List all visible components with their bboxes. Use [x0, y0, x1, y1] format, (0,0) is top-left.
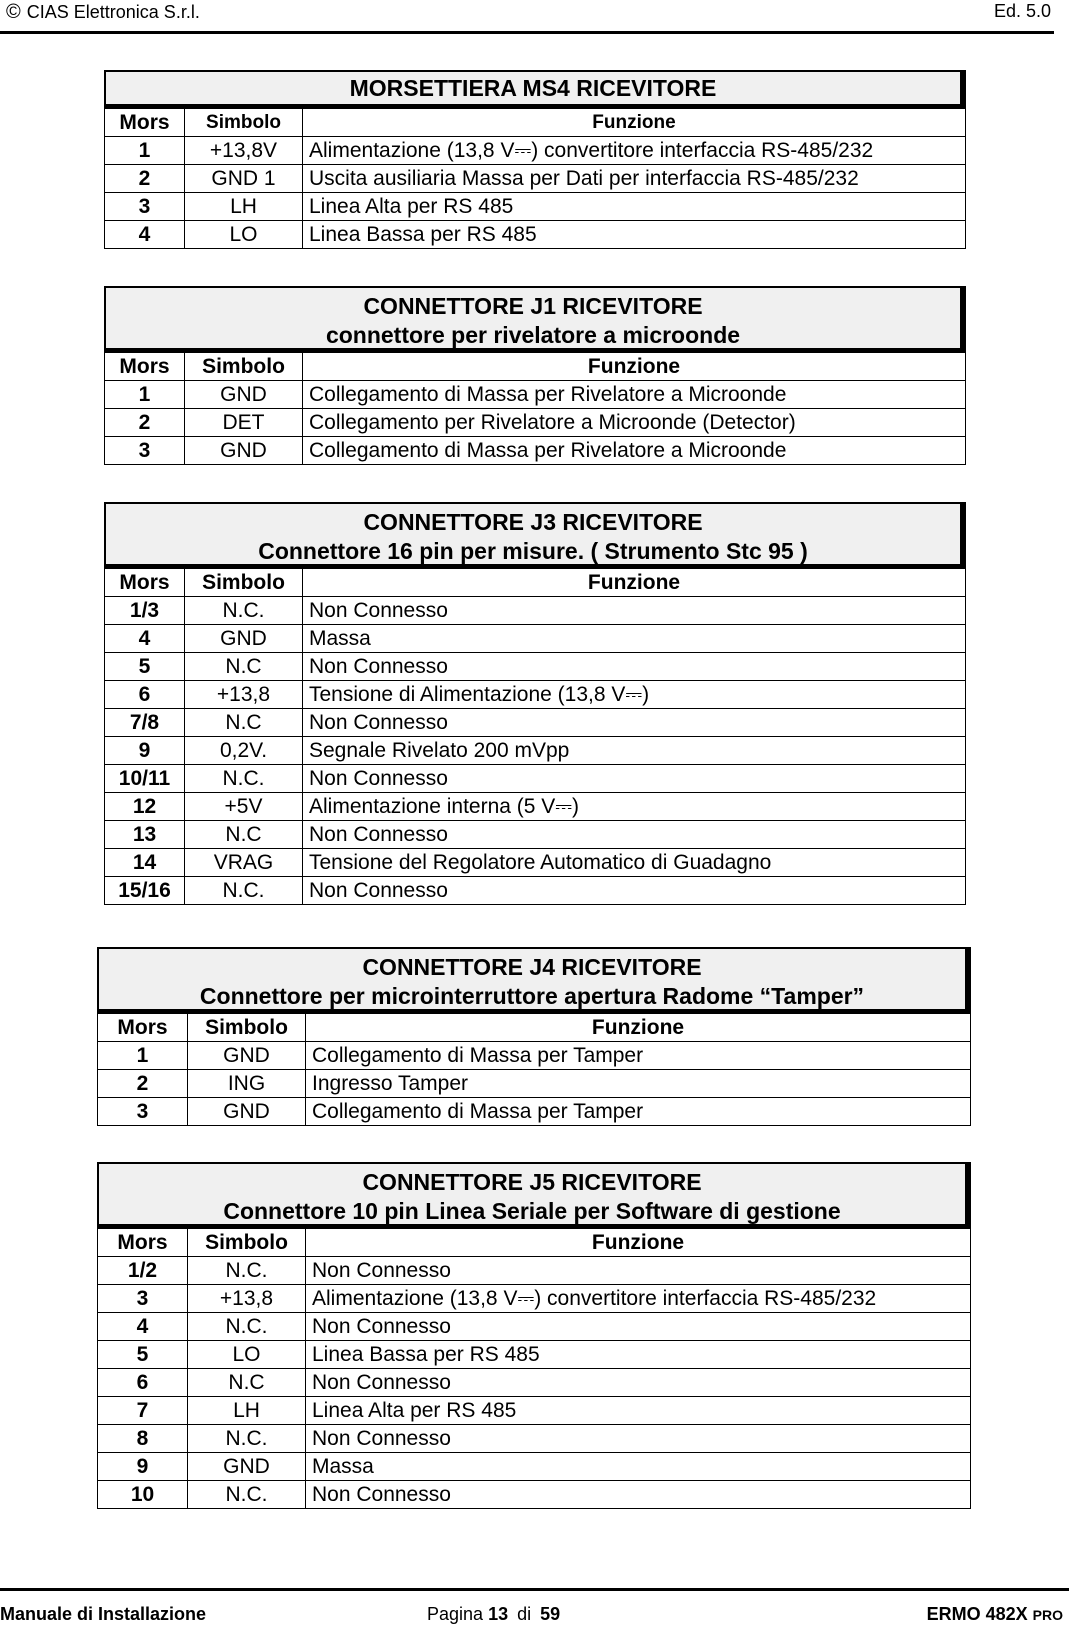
pin-table — [104, 568, 966, 905]
product-model: ERMO 482X — [926, 1604, 1028, 1624]
table-row — [98, 1070, 971, 1098]
page-footer — [0, 1604, 1069, 1624]
page-current: 13 — [488, 1604, 509, 1624]
table-row — [105, 765, 966, 793]
table-row — [98, 1098, 971, 1126]
function-cell: Segnale Rivelato 200 mVpp — [303, 737, 966, 765]
pin-number-cell: 1/3 — [105, 597, 185, 625]
table-row — [105, 409, 966, 437]
function-cell: Non Connesso — [303, 597, 966, 625]
col-header-simbolo: Simbolo — [188, 1014, 306, 1042]
table-title — [104, 286, 966, 352]
page-sep: di — [517, 1604, 532, 1624]
table-row — [98, 1397, 971, 1425]
product-name — [927, 1604, 1063, 1625]
symbol-cell: +13,8 — [188, 1285, 306, 1313]
pin-table — [97, 1013, 971, 1126]
symbol-cell: LH — [188, 1397, 306, 1425]
symbol-cell: N.C — [185, 653, 303, 681]
col-header-simbolo: Simbolo — [188, 1229, 306, 1257]
manual-title: Manuale di Installazione — [0, 1604, 207, 1624]
symbol-cell: N.C. — [188, 1425, 306, 1453]
page-header — [0, 0, 1069, 24]
table-j4 — [97, 947, 971, 1126]
table-header-row — [105, 353, 966, 381]
symbol-cell: VRAG — [185, 849, 303, 877]
symbol-cell: GND — [188, 1098, 306, 1126]
pin-number-cell: 9 — [98, 1453, 188, 1481]
company-name: CIAS Elettronica S.r.l. — [26, 2, 200, 22]
symbol-cell: N.C. — [188, 1313, 306, 1341]
col-header-simbolo: Simbolo — [185, 569, 303, 597]
function-cell: Linea Bassa per RS 485 — [303, 221, 966, 249]
table-row — [105, 793, 966, 821]
table-ms4 — [104, 70, 966, 249]
table-j1 — [104, 286, 966, 465]
symbol-cell: 0,2V. — [185, 737, 303, 765]
pin-table — [97, 1228, 971, 1509]
table-row — [105, 381, 966, 409]
table-row — [98, 1425, 971, 1453]
table-row — [105, 653, 966, 681]
function-cell: Collegamento di Massa per Rivelatore a Microonde — [303, 437, 966, 465]
function-cell: Uscita ausiliaria Massa per Dati per interfaccia RS-485/232 — [303, 165, 966, 193]
symbol-cell: N.C. — [185, 597, 303, 625]
function-cell: Non Connesso — [303, 765, 966, 793]
pin-number-cell: 6 — [105, 681, 185, 709]
symbol-cell: N.C. — [188, 1481, 306, 1509]
pin-number-cell: 15/16 — [105, 877, 185, 905]
pin-number-cell: 2 — [98, 1070, 188, 1098]
function-cell: Linea Alta per RS 485 — [303, 193, 966, 221]
col-header-mors: Mors — [98, 1014, 188, 1042]
table-row — [105, 821, 966, 849]
table-title-line1: MORSETTIERA MS4 RICEVITORE — [349, 75, 717, 101]
col-header-funzione: Funzione — [303, 109, 966, 137]
footer-divider — [0, 1588, 1069, 1591]
table-row — [98, 1341, 971, 1369]
pin-number-cell: 9 — [105, 737, 185, 765]
function-cell: Alimentazione (13,8 V⎓) convertitore interfaccia RS-485/232 — [303, 137, 966, 165]
function-cell: Collegamento per Rivelatore a Microonde (Detector) — [303, 409, 966, 437]
function-cell: Collegamento di Massa per Tamper — [306, 1042, 971, 1070]
pin-number-cell: 1 — [98, 1042, 188, 1070]
symbol-cell: LO — [188, 1341, 306, 1369]
table-row — [98, 1257, 971, 1285]
table-title-line2: Connettore per microinterruttore apertura Radome “Tamper” — [199, 983, 865, 1009]
function-cell: Massa — [303, 625, 966, 653]
pin-number-cell: 2 — [105, 165, 185, 193]
table-row — [105, 709, 966, 737]
table-row — [105, 597, 966, 625]
table-title — [104, 502, 966, 568]
table-title — [97, 947, 971, 1013]
table-title-line2: connettore per rivelatore a microonde — [325, 322, 741, 348]
table-title — [104, 70, 966, 108]
table-j3 — [104, 502, 966, 905]
pin-number-cell: 1 — [105, 381, 185, 409]
pin-number-cell: 13 — [105, 821, 185, 849]
symbol-cell: N.C — [185, 821, 303, 849]
col-header-simbolo: Simbolo — [185, 353, 303, 381]
col-header-mors: Mors — [98, 1229, 188, 1257]
function-cell: Alimentazione (13,8 V⎓) convertitore interfaccia RS-485/232 — [306, 1285, 971, 1313]
function-cell: Tensione di Alimentazione (13,8 V⎓) — [303, 681, 966, 709]
symbol-cell: N.C. — [185, 765, 303, 793]
pin-number-cell: 7 — [98, 1397, 188, 1425]
function-cell: Non Connesso — [306, 1257, 971, 1285]
table-title-line2: Connettore 10 pin Linea Seriale per Software di gestione — [223, 1198, 841, 1224]
function-cell: Linea Alta per RS 485 — [306, 1397, 971, 1425]
header-divider — [0, 31, 1054, 34]
table-row — [105, 437, 966, 465]
table-row — [105, 625, 966, 653]
table-row — [98, 1453, 971, 1481]
table-row — [98, 1285, 971, 1313]
pin-number-cell: 10 — [98, 1481, 188, 1509]
col-header-funzione: Funzione — [303, 569, 966, 597]
table-row — [105, 877, 966, 905]
page-number — [427, 1604, 560, 1625]
col-header-mors: Mors — [105, 353, 185, 381]
table-header-row — [105, 109, 966, 137]
table-title-line1: CONNETTORE J4 RICEVITORE — [362, 954, 702, 980]
symbol-cell: N.C — [185, 709, 303, 737]
pin-table — [104, 352, 966, 465]
page-total: 59 — [540, 1604, 561, 1624]
symbol-cell: GND — [188, 1042, 306, 1070]
table-header-row — [98, 1229, 971, 1257]
function-cell: Non Connesso — [303, 653, 966, 681]
symbol-cell: GND — [185, 437, 303, 465]
symbol-cell: N.C — [188, 1369, 306, 1397]
symbol-cell: GND — [185, 381, 303, 409]
pin-number-cell: 6 — [98, 1369, 188, 1397]
page-prefix: Pagina — [427, 1604, 484, 1624]
symbol-cell: +5V — [185, 793, 303, 821]
function-cell: Linea Bassa per RS 485 — [306, 1341, 971, 1369]
pin-number-cell: 3 — [105, 193, 185, 221]
table-header-row — [98, 1014, 971, 1042]
col-header-simbolo: Simbolo — [185, 109, 303, 137]
symbol-cell: +13,8 — [185, 681, 303, 709]
table-row — [105, 165, 966, 193]
table-row — [98, 1369, 971, 1397]
table-row — [105, 137, 966, 165]
pin-number-cell: 3 — [98, 1285, 188, 1313]
pin-number-cell: 3 — [98, 1098, 188, 1126]
function-cell: Non Connesso — [303, 821, 966, 849]
pin-number-cell: 3 — [105, 437, 185, 465]
pin-number-cell: 5 — [98, 1341, 188, 1369]
pin-table — [104, 108, 966, 249]
pin-number-cell: 12 — [105, 793, 185, 821]
table-j5 — [97, 1162, 971, 1509]
function-cell: Massa — [306, 1453, 971, 1481]
pin-number-cell: 1/2 — [98, 1257, 188, 1285]
table-row — [105, 849, 966, 877]
pin-number-cell: 4 — [105, 221, 185, 249]
table-title — [97, 1162, 971, 1228]
table-row — [98, 1042, 971, 1070]
symbol-cell: N.C. — [188, 1257, 306, 1285]
pin-number-cell: 7/8 — [105, 709, 185, 737]
pin-number-cell: 5 — [105, 653, 185, 681]
pin-number-cell: 1 — [105, 137, 185, 165]
function-cell: Non Connesso — [306, 1369, 971, 1397]
symbol-cell: GND — [188, 1453, 306, 1481]
table-row — [105, 193, 966, 221]
pin-number-cell: 8 — [98, 1425, 188, 1453]
symbol-cell: LH — [185, 193, 303, 221]
copyright-icon: © — [6, 1, 21, 23]
function-cell: Non Connesso — [306, 1481, 971, 1509]
table-title-line1: CONNETTORE J5 RICEVITORE — [362, 1169, 702, 1195]
symbol-cell: DET — [185, 409, 303, 437]
function-cell: Non Connesso — [303, 709, 966, 737]
symbol-cell: ING — [188, 1070, 306, 1098]
function-cell: Collegamento di Massa per Tamper — [306, 1098, 971, 1126]
symbol-cell: N.C. — [185, 877, 303, 905]
table-row — [98, 1481, 971, 1509]
table-title-line1: CONNETTORE J3 RICEVITORE — [363, 509, 703, 535]
function-cell: Ingresso Tamper — [306, 1070, 971, 1098]
symbol-cell: GND — [185, 625, 303, 653]
col-header-funzione: Funzione — [303, 353, 966, 381]
symbol-cell: +13,8V — [185, 137, 303, 165]
pin-number-cell: 10/11 — [105, 765, 185, 793]
col-header-mors: Mors — [105, 109, 185, 137]
table-row — [105, 737, 966, 765]
product-suffix: PRO — [1032, 1607, 1063, 1623]
function-cell: Non Connesso — [306, 1425, 971, 1453]
function-cell: Non Connesso — [306, 1313, 971, 1341]
function-cell: Tensione del Regolatore Automatico di Guadagno — [303, 849, 966, 877]
function-cell: Non Connesso — [303, 877, 966, 905]
col-header-funzione: Funzione — [306, 1014, 971, 1042]
table-title-line2: Connettore 16 pin per misure. ( Strumento Stc 95 ) — [258, 538, 808, 564]
pin-number-cell: 4 — [98, 1313, 188, 1341]
table-row — [105, 221, 966, 249]
symbol-cell: GND 1 — [185, 165, 303, 193]
header-left — [6, 1, 200, 24]
function-cell: Collegamento di Massa per Rivelatore a Microonde — [303, 381, 966, 409]
table-row — [105, 681, 966, 709]
edition-label: Ed. 5.0 — [993, 1, 1051, 21]
col-header-funzione: Funzione — [306, 1229, 971, 1257]
pin-number-cell: 4 — [105, 625, 185, 653]
col-header-mors: Mors — [105, 569, 185, 597]
table-title-line1: CONNETTORE J1 RICEVITORE — [363, 293, 703, 319]
pin-number-cell: 14 — [105, 849, 185, 877]
pin-number-cell: 2 — [105, 409, 185, 437]
table-header-row — [105, 569, 966, 597]
table-row — [98, 1313, 971, 1341]
symbol-cell: LO — [185, 221, 303, 249]
function-cell: Alimentazione interna (5 V⎓) — [303, 793, 966, 821]
